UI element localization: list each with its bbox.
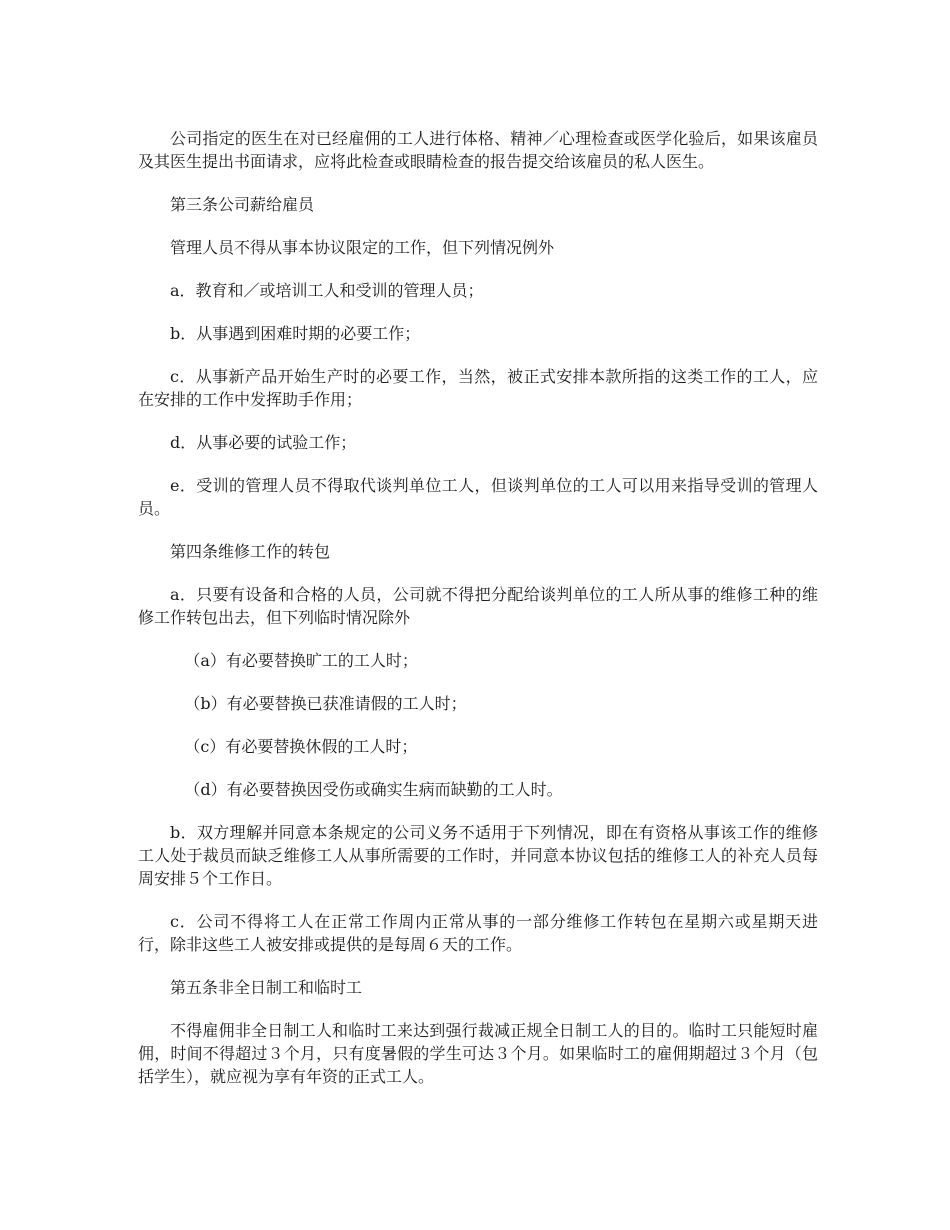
list-item-b: b．从事遇到困难时期的必要工作； <box>170 324 421 343</box>
paragraph-subcontract-c: c．公司不得将工人在正常工作周内正常从事的一部分维修工作转包在星期六或星期天进行，除非这些工人被安排或提供的是每周６天的工作。 <box>138 912 818 954</box>
list-item-c: c．从事新产品开始生产时的必要工作，当然，被正式安排本款所指的这类工作的工人，应在安排的工作中发挥助手作用； <box>138 367 818 409</box>
list-item-a: a．教育和／或培训工人和受训的管理人员； <box>170 281 484 300</box>
heading-article-3: 第三条公司薪给雇员 <box>170 195 315 214</box>
paragraph-managers-exceptions: 管理人员不得从事本协议限定的工作，但下列情况例外 <box>170 238 555 257</box>
heading-article-4: 第四条维修工作的转包 <box>170 542 331 561</box>
document-body <box>138 127 818 1108</box>
list-item-e: e．受训的管理人员不得取代谈判单位工人，但谈判单位的工人可以用来指导受训的管理人员。 <box>138 476 818 518</box>
list-item-d: d．从事必要的试验工作； <box>170 433 357 452</box>
sub-item-b: （b）有必要替换已获准请假的工人时； <box>184 694 467 713</box>
paragraph-subcontract-b: b．双方理解并同意本条规定的公司义务不适用于下列情况，即在有资格从事该工作的维修工人处于裁员而缺乏维修工人从事所需要的工作时，并同意本协议包括的维修工人的补充人员每周安排５个工作日。 <box>138 823 818 888</box>
paragraph-temp-workers: 不得雇佣非全日制工人和临时工来达到强行裁减正规全日制工人的目的。临时工只能短时雇佣，时间不得超过３个月，只有度暑假的学生可达３个月。如果临时工的雇佣期超过３个月（包括学生），就应视为享有年资的正式工人。 <box>138 1021 818 1086</box>
paragraph-subcontract-a: a．只要有设备和合格的人员，公司就不得把分配给谈判单位的工人所从事的维修工种的维修工作转包出去，但下列临时情况除外 <box>138 585 818 627</box>
heading-article-5: 第五条非全日制工和临时工 <box>170 978 363 997</box>
sub-item-c: （c）有必要替换休假的工人时； <box>184 737 418 756</box>
sub-item-d: （d）有必要替换因受伤或确实生病而缺勤的工人时。 <box>184 780 563 799</box>
sub-item-a: （a）有必要替换旷工的工人时； <box>184 651 418 670</box>
paragraph-medical-report: 公司指定的医生在对已经雇佣的工人进行体格、精神／心理检查或医学化验后，如果该雇员及其医生提出书面请求，应将此检查或眼睛检查的报告提交给该雇员的私人医生。 <box>138 129 818 171</box>
